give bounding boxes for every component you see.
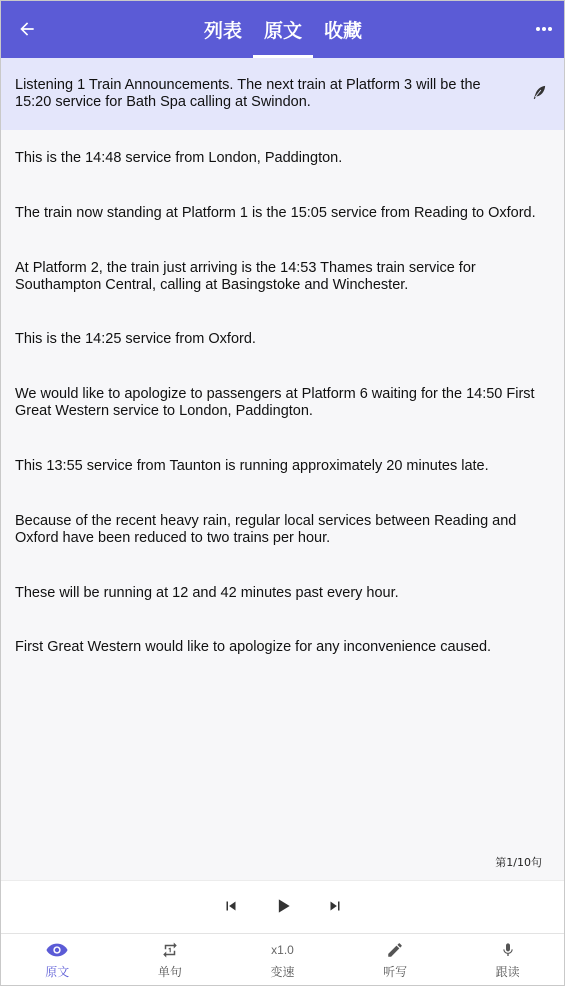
bottom-navigation	[1, 934, 564, 985]
nav-original-text[interactable]	[1, 934, 114, 985]
list-item[interactable]: The train now standing at Platform 1 is the 15:05 service from Reading to Oxford.	[15, 205, 536, 221]
speed-value: x1.0	[271, 943, 294, 957]
skip-previous-icon	[222, 897, 240, 915]
nav-single-sentence[interactable]	[114, 934, 227, 985]
microphone-icon	[497, 940, 519, 960]
tab-favorites[interactable]: 收藏	[323, 20, 362, 42]
list-item[interactable]: This is the 14:25 service from Oxford.	[15, 331, 256, 347]
next-button[interactable]	[323, 894, 347, 918]
play-button[interactable]	[271, 894, 295, 918]
lesson-title: Listening 1 Train Announcements. The next train at Platform 3 will be the 15:20 service for Bath Spa calling at Swindon.	[15, 77, 481, 110]
arrow-left-icon	[17, 19, 37, 39]
nav-read-along[interactable]	[451, 934, 564, 985]
lesson-title-bar	[1, 58, 564, 130]
list-item[interactable]: First Great Western would like to apologize for any inconvenience caused.	[15, 639, 492, 655]
pencil-icon	[384, 940, 406, 960]
back-button[interactable]	[13, 15, 41, 43]
tab-original-text[interactable]: 原文	[253, 1, 313, 58]
feather-icon	[530, 84, 548, 102]
list-item[interactable]: This 13:55 service from Taunton is running approximately 20 minutes late.	[15, 458, 489, 474]
nav-label: 听写	[383, 965, 408, 979]
nav-dictation[interactable]	[339, 934, 452, 985]
nav-label: 原文	[45, 965, 70, 979]
list-item[interactable]: We would like to apologize to passengers at Platform 6 waiting for the 14:50 First Great Western service to London, Paddington.	[15, 386, 535, 419]
nav-label: 变速	[270, 965, 295, 979]
more-options-button[interactable]	[530, 15, 558, 43]
nav-label: 跟读	[495, 965, 520, 979]
app-header	[1, 1, 564, 58]
skip-next-icon	[326, 897, 344, 915]
tab-list[interactable]: 列表	[203, 20, 242, 42]
list-item[interactable]: At Platform 2, the train just arriving is the 14:53 Thames train service for Southampton Central, calling at Basingstoke and Winchester.	[15, 260, 476, 293]
repeat-icon	[159, 940, 181, 960]
playback-controls	[1, 881, 564, 933]
nav-label: 单句	[157, 965, 182, 979]
header-tabs	[193, 1, 373, 58]
list-item[interactable]: Because of the recent heavy rain, regular local services between Reading and Oxford have been reduced to two trains per hour.	[15, 513, 517, 546]
list-item[interactable]: This is the 14:48 service from London, Paddington.	[15, 150, 343, 166]
sentence-counter: 第1/10句	[495, 856, 542, 869]
nav-speed[interactable]	[226, 934, 339, 985]
eye-icon	[46, 940, 68, 960]
more-horizontal-icon	[535, 26, 553, 32]
list-item[interactable]: These will be running at 12 and 42 minutes past every hour.	[15, 585, 399, 601]
note-button[interactable]	[530, 84, 548, 102]
previous-button[interactable]	[219, 894, 243, 918]
play-icon	[273, 896, 293, 916]
